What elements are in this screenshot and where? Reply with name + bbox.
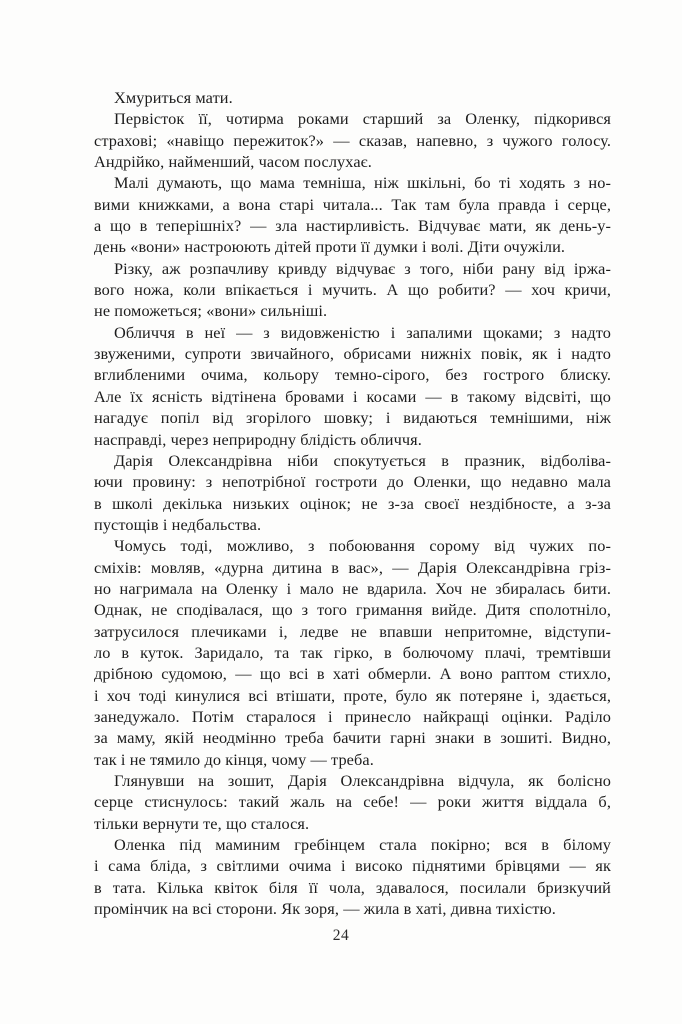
text-line: звуженими, супроти звичайного, обрисами нижніх повік, як і надто (94, 344, 611, 364)
text-line: дрібною судомою, — що всі в хаті обмерли. А воно раптом стихло, (94, 664, 611, 684)
text-line: Але їх ясність відтінена бровами і косами — в такому відсвіті, що (94, 386, 611, 406)
text-line: серце стиснулось: такий жаль на себе! — роки життя віддала б, (94, 792, 611, 812)
text-line: вими книжками, а вона старі читала... Так там була правда і серце, (94, 194, 611, 214)
text-line: так і не тямило до кінця, чому — треба. (94, 749, 374, 769)
text-line: пустощів і недбальства. (94, 514, 262, 534)
text-line: страхові; «навіщо пережиток?» — сказав, напевно, з чужого голосу. (94, 130, 611, 150)
text-line: но нагримала на Оленку і мало не вдарила. Хоч не збиралась бити. (94, 578, 611, 598)
text-line: Хмуриться мати. (114, 88, 233, 107)
paragraph (94, 450, 611, 535)
text-line: в тата. Кілька квіток біля її чола, здавалося, посилали бризкучий (94, 877, 611, 897)
text-line: тільки вернути те, що сталося. (94, 813, 310, 833)
text-line: Оленка під маминим гребінцем стала покірно; вся в білому (114, 835, 611, 855)
text-line: день «вони» настроюють дітей проти її думки і волі. Діти очужіли. (94, 237, 566, 257)
paragraph (94, 322, 611, 450)
text-line: вого ножа, коли впікається і мучить. А що робити? — хоч кричи, (94, 280, 611, 300)
page-number: 24 (332, 927, 350, 944)
paragraph (94, 172, 611, 257)
text-line: і хоч тоді кинулися всі втішати, проте, було як потеряне і, здається, (94, 685, 611, 705)
text-line: ючи провину: з непотрібної гостроти до Оленки, що недавно мала (94, 472, 611, 492)
text-line: Різку, аж розпачливу кривду відчуває з того, ніби рану від іржа- (114, 258, 611, 278)
text-line: занедужало. Потім старалося і принесло найкращі оцінки. Раділо (94, 706, 611, 726)
text-line: ло в куток. Заридало, та так гірко, в болючому плачі, тремтівши (94, 642, 611, 662)
paragraph (94, 834, 611, 919)
text-line: Первісток її, чотирма роками старший за Оленку, підкорився (114, 109, 611, 129)
paragraph (94, 258, 611, 322)
paragraph (94, 770, 611, 834)
paragraph (94, 87, 611, 108)
text-line: за маму, якій неодмінно треба бачити гарні знаки в зошиті. Видно, (94, 728, 611, 748)
text-line: затрусилося плечиками і, ледве не впавши непритомне, відступи- (94, 621, 611, 641)
text-line: Однак, не сподівалася, що з того гримання вийде. Дитя сполотніло, (94, 600, 611, 620)
text-line: вглибленими очима, кольору темно-сірого, без гострого блиску. (94, 365, 611, 385)
text-line: Обличчя в неї — з видовженістю і запалими щоками; з надто (114, 322, 611, 342)
paragraph (94, 108, 611, 172)
paragraph (94, 535, 611, 770)
text-line: і сама бліда, з світлими очима і високо піднятими брівцями — як (94, 856, 611, 876)
text-line: в школі декілька низьких оцінок; не з-за своєї нездібносте, а з-за (94, 493, 611, 513)
text-line: Андрійко, найменший, часом послухає. (94, 152, 372, 172)
text-line: насправді, через неприродну блідість обличчя. (94, 429, 422, 449)
text-line: сміхів: мовляв, «дурна дитина в вас», — Дарія Олександрівна гріз- (94, 557, 611, 577)
text-line: Глянувши на зошит, Дарія Олександрівна відчула, як болісно (114, 771, 611, 790)
text-block (94, 87, 611, 919)
text-line: Дарія Олександрівна ніби спокутується в празник, відболіва- (114, 450, 611, 470)
text-line: не поможеться; «вони» сильніші. (94, 301, 328, 321)
text-line: а що в теперішніх? — зла настирливість. Відчуває мати, як день-у- (94, 216, 611, 236)
text-line: Малі думають, що мама темніша, ніж шкільні, бо ті ходять з но- (114, 173, 611, 193)
text-line: промінчик на всі сторони. Як зоря, — жила в хаті, дивна тихістю. (94, 899, 556, 919)
text-line: нагадує попіл від згорілого шовку; і видаються темнішими, ніж (94, 408, 611, 428)
text-line: Чомусь тоді, можливо, з побоювання сорому від чужих по- (114, 536, 611, 556)
